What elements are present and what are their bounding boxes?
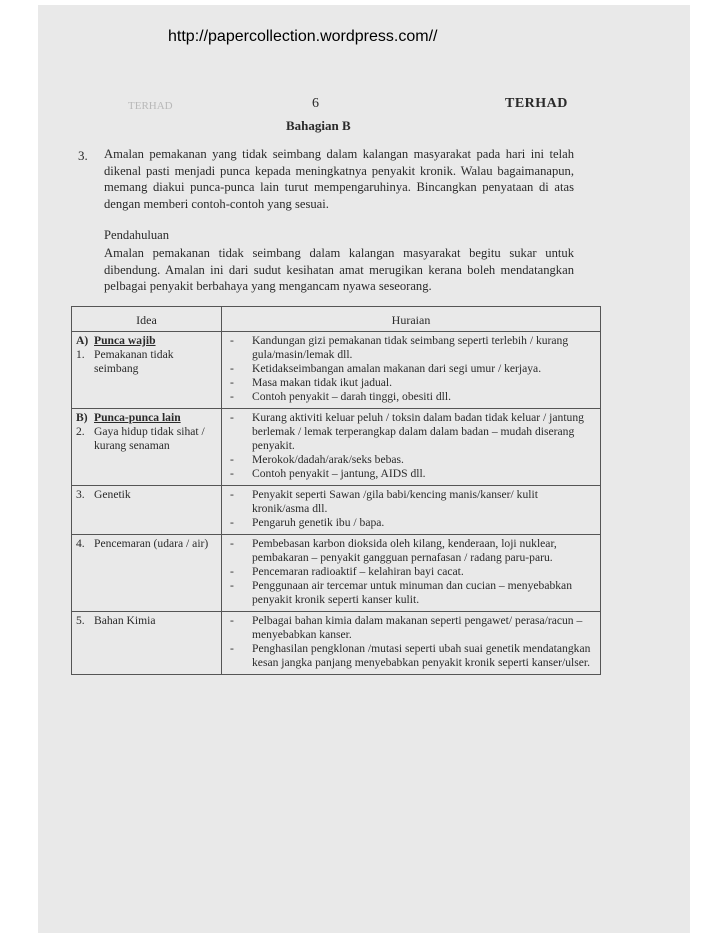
idea-cell [72, 612, 222, 675]
idea-text: Bahan Kimia [94, 614, 156, 627]
idea-cell [72, 409, 222, 486]
idea-item [76, 537, 217, 551]
bullet-item: - Merokok/dadah/arak/seks bebas. [226, 453, 596, 467]
bullet-item: - Penghasilan pengklonan /mutasi seperti ubah suai genetik mendatangkan kesan jangka panjang menyebabkan penyakit kronik seperti kanser/ulser. [226, 642, 596, 670]
section-title: Bahagian B [286, 118, 351, 133]
group-label: B) [76, 411, 88, 424]
question-paragraph: Amalan pemakanan yang tidak seimbang dalam kalangan masyarakat pada hari ini telah dikenal pasti menjadi punca kepada meningkatnya penyakit kronik. Walau bagaimanapun, memang diakui punca-punca lain turut mempengaruhinya. Bincangkan penyataan di atas dengan memberi contoh-contoh yang sesuai. [104, 147, 574, 211]
bullet-item: - Penyakit seperti Sawan /gila babi/kencing manis/kanser/ kulit kronik/asma dll. [226, 488, 596, 516]
table-row [72, 535, 601, 612]
table-row [72, 486, 601, 535]
group-title: Punca-punca lain [94, 411, 181, 424]
group-label: A) [76, 334, 89, 347]
idea-text: Gaya hidup tidak sihat / kurang senaman [94, 425, 205, 452]
huraian-cell [222, 612, 601, 675]
page-number: 6 [312, 96, 319, 111]
idea-number: 5. [76, 614, 85, 627]
intro-text [104, 245, 574, 295]
table-row [72, 332, 601, 409]
idea-item [76, 425, 217, 453]
huraian-cell [222, 535, 601, 612]
bullet-text: Kandungan gizi pemakanan tidak seimbang seperti terlebih / kurang gula/masin/lemak dll. [252, 334, 569, 361]
idea-text: Pemakanan tidak seimbang [94, 348, 174, 375]
bullet-text: Merokok/dadah/arak/seks bebas. [252, 453, 404, 466]
huraian-cell [222, 332, 601, 409]
question-text [104, 146, 574, 212]
group-title: Punca wajib [94, 334, 156, 347]
bullet-text: Penyakit seperti Sawan /gila babi/kencing manis/kanser/ kulit kronik/asma dll. [252, 488, 538, 515]
bullet-item: - Kandungan gizi pemakanan tidak seimbang seperti terlebih / kurang gula/masin/lemak dll. [226, 334, 596, 362]
bullet-text: Pelbagai bahan kimia dalam makanan seperti pengawet/ perasa/racun – menyebabkan kanser. [252, 614, 583, 641]
bleed-through-mark: TERHAD [128, 100, 173, 112]
table-row [72, 612, 601, 675]
huraian-cell [222, 409, 601, 486]
bullet-text: Contoh penyakit – jantung, AIDS dll. [252, 467, 426, 480]
bullet-item: - Contoh penyakit – darah tinggi, obesiti dll. [226, 390, 596, 404]
source-url[interactable]: http://papercollection.wordpress.com// [168, 28, 438, 45]
bullet-text: Masa makan tidak ikut jadual. [252, 376, 393, 389]
bullet-item: - Contoh penyakit – jantung, AIDS dll. [226, 467, 596, 481]
huraian-cell [222, 486, 601, 535]
bullet-text: Ketidakseimbangan amalan makanan dari segi umur / kerjaya. [252, 362, 542, 375]
bullet-text: Pencemaran radioaktif – kelahiran bayi cacat. [252, 565, 464, 578]
bullet-item: - Kurang aktiviti keluar peluh / toksin dalam badan tidak keluar / jantung berlemak / lemak terperangkap dalam dalam badan – mudah diserang penyakit. [226, 411, 596, 453]
idea-text: Genetik [94, 488, 131, 501]
intro-paragraph: Amalan pemakanan tidak seimbang dalam kalangan masyarakat begitu sukar untuk dibendung. Amalan ini dari sudut kesihatan amat merugikan kerana boleh mendatangkan pelbagai penyakit berbahaya yang mengancam nyawa seseorang. [104, 246, 574, 293]
idea-number: 4. [76, 537, 85, 550]
idea-number: 1. [76, 348, 85, 361]
bullet-item: - Pelbagai bahan kimia dalam makanan seperti pengawet/ perasa/racun – menyebabkan kanser. [226, 614, 596, 642]
bullet-text: Kurang aktiviti keluar peluh / toksin dalam badan tidak keluar / jantung berlemak / lemak terperangkap dalam dalam badan – mudah diserang penyakit. [252, 411, 584, 452]
idea-number: 2. [76, 425, 85, 438]
column-header-idea: Idea [72, 307, 222, 332]
group-heading [76, 334, 217, 348]
table-row [72, 409, 601, 486]
idea-item [76, 488, 217, 502]
idea-cell [72, 332, 222, 409]
bullet-text: Pengaruh genetik ibu / bapa. [252, 516, 385, 529]
answer-table [71, 306, 601, 675]
classification-label: TERHAD [505, 96, 568, 111]
idea-text: Pencemaran (udara / air) [94, 537, 209, 550]
idea-number: 3. [76, 488, 85, 501]
column-header-huraian: Huraian [222, 307, 601, 332]
bullet-text: Pembebasan karbon dioksida oleh kilang, kenderaan, loji nuklear, pembakaran – penyakit gangguan pernafasan / radang paru-paru. [252, 537, 557, 564]
bullet-text: Penggunaan air tercemar untuk minuman dan cucian – menyebabkan penyakit kronik seperti kanser kulit. [252, 579, 572, 606]
bullet-item: - Ketidakseimbangan amalan makanan dari segi umur / kerjaya. [226, 362, 596, 376]
bullet-item: - Pembebasan karbon dioksida oleh kilang, kenderaan, loji nuklear, pembakaran – penyakit gangguan pernafasan / radang paru-paru. [226, 537, 596, 565]
intro-heading: Pendahuluan [104, 228, 170, 242]
bullet-item: - Penggunaan air tercemar untuk minuman dan cucian – menyebabkan penyakit kronik seperti kanser kulit. [226, 579, 596, 607]
group-heading [76, 411, 217, 425]
idea-item [76, 348, 217, 376]
bullet-text: Contoh penyakit – darah tinggi, obesiti dll. [252, 390, 452, 403]
idea-cell [72, 535, 222, 612]
bullet-item: - Pencemaran radioaktif – kelahiran bayi cacat. [226, 565, 596, 579]
question-number: 3. [78, 148, 88, 163]
idea-item [76, 614, 217, 628]
bullet-item: - Pengaruh genetik ibu / bapa. [226, 516, 596, 530]
bullet-item: - Masa makan tidak ikut jadual. [226, 376, 596, 390]
idea-cell [72, 486, 222, 535]
bullet-text: Penghasilan pengklonan /mutasi seperti ubah suai genetik mendatangkan kesan jangka panjang menyebabkan penyakit kronik seperti kanser/ulser. [252, 642, 591, 669]
